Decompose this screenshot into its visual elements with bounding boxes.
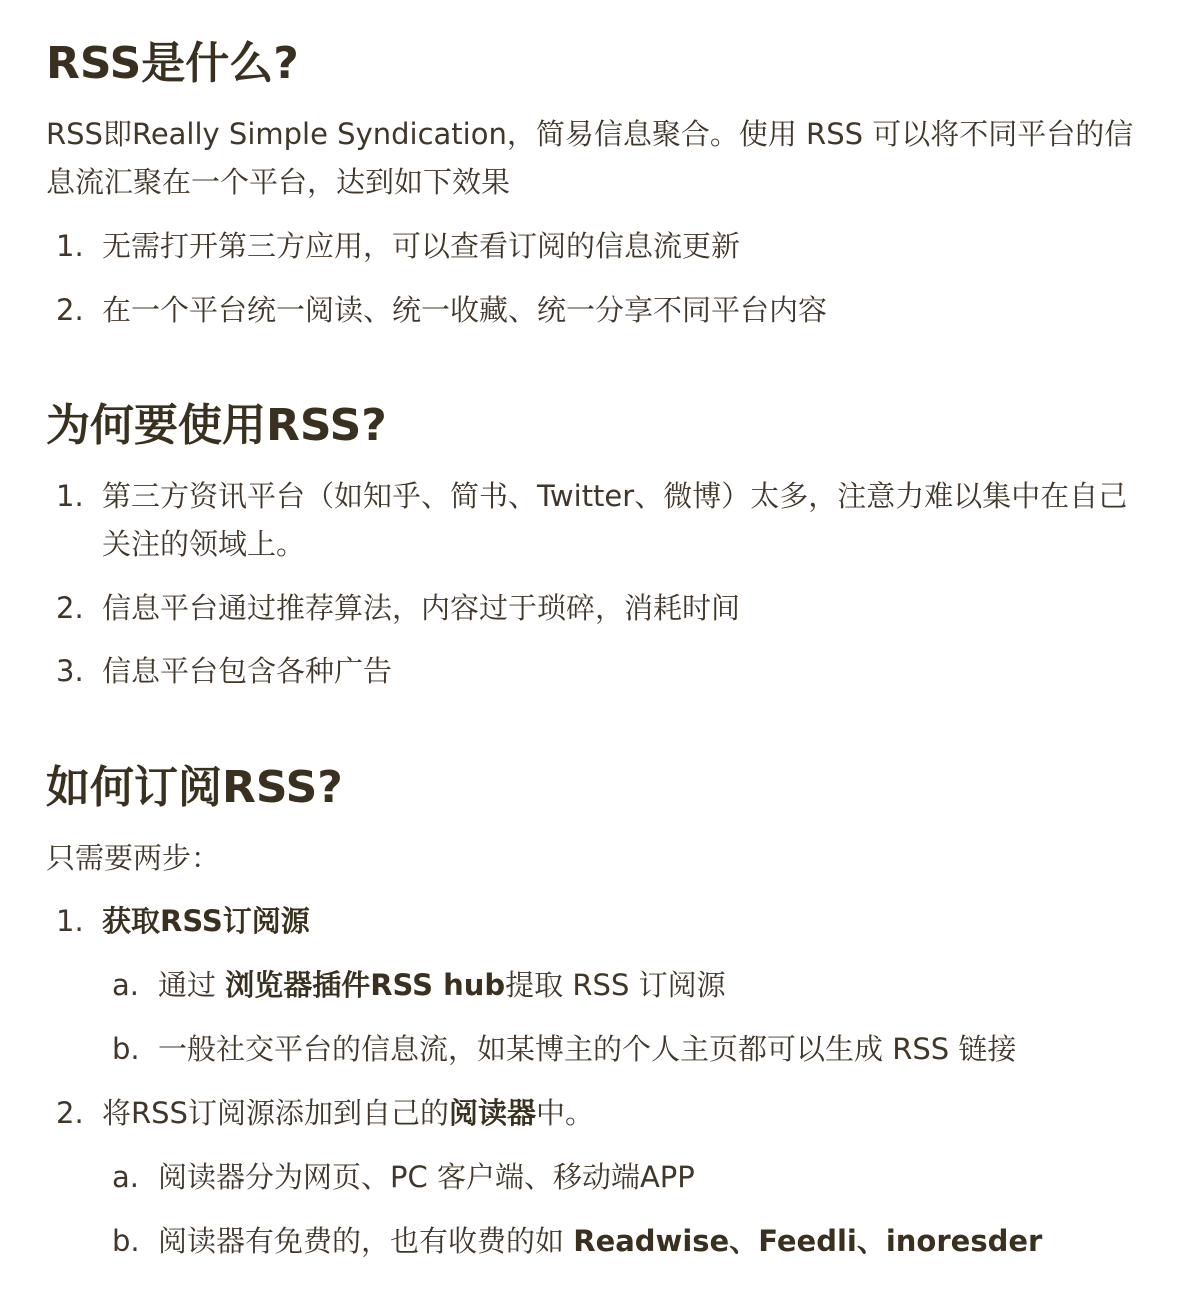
list-item	[56, 584, 1156, 632]
text-segment: 提取 RSS 订阅源	[505, 968, 726, 1002]
paragraph-rss-definition: RSS即Really Simple Syndication，简易信息聚合。使用 RSS 可以将不同平台的信息流汇聚在一个平台，达到如下效果	[46, 117, 1134, 199]
list-letter: b.	[112, 1224, 140, 1258]
text-segment: 将RSS订阅源添加到自己的	[102, 1096, 449, 1130]
list-number: 3.	[56, 654, 84, 688]
list-number: 2.	[56, 1096, 84, 1130]
list-number: 2.	[56, 293, 84, 327]
bold-segment: 浏览器插件RSS hub	[225, 968, 506, 1002]
list-number: 1.	[56, 229, 84, 263]
list-number: 1.	[56, 479, 84, 513]
step-bold-text: 获取RSS订阅源	[102, 904, 310, 938]
sub-list-item	[112, 961, 1172, 1009]
list-number: 1.	[56, 904, 84, 938]
bold-segment: Readwise、Feedli、inoresder	[573, 1224, 1043, 1258]
sub-item-text	[158, 961, 1168, 1009]
step-text	[102, 897, 1142, 945]
list-letter: a.	[112, 968, 139, 1002]
list-item-text: 在一个平台统一阅读、统一收藏、统一分享不同平台内容	[102, 293, 828, 327]
sub-item-text	[158, 1217, 1168, 1265]
text-segment: 阅读器有免费的，也有收费的如	[158, 1224, 574, 1258]
step-item	[56, 1089, 1156, 1137]
list-item-text: 信息平台包含各种广告	[102, 654, 393, 688]
sub-item-text: 阅读器分为网页、PC 客户端、移动端APP	[158, 1160, 695, 1194]
heading-why-use-rss: 为何要使用RSS?	[46, 400, 387, 451]
list-letter: a.	[112, 1160, 139, 1194]
list-item	[56, 222, 1156, 270]
list-letter: b.	[112, 1032, 140, 1066]
step-item	[56, 897, 1156, 945]
text-segment: 中。	[535, 1096, 594, 1130]
heading-what-is-rss: RSS是什么?	[46, 38, 299, 89]
list-item-text: 无需打开第三方应用，可以查看订阅的信息流更新	[102, 229, 741, 263]
bold-segment: 阅读器	[448, 1096, 536, 1130]
list-item-text: 第三方资讯平台（如知乎、简书、Twitter、微博）太多，注意力难以集中在自己关注的领域上。	[102, 479, 1128, 561]
list-item	[56, 286, 1156, 334]
heading-how-to-subscribe: 如何订阅RSS?	[46, 762, 343, 813]
sub-list-item	[112, 1217, 1172, 1265]
list-item-text: 信息平台通过推荐算法，内容过于琐碎，消耗时间	[102, 591, 741, 625]
text-segment: 通过	[158, 968, 226, 1002]
sub-list-item	[112, 1025, 1172, 1073]
list-item	[56, 472, 1156, 568]
step-text	[102, 1089, 1142, 1137]
sub-list-item	[112, 1153, 1172, 1201]
paragraph-two-steps: 只需要两步：	[46, 841, 221, 875]
list-item	[56, 647, 1156, 695]
list-number: 2.	[56, 591, 84, 625]
sub-item-text: 一般社交平台的信息流，如某博主的个人主页都可以生成 RSS 链接	[158, 1032, 1017, 1066]
